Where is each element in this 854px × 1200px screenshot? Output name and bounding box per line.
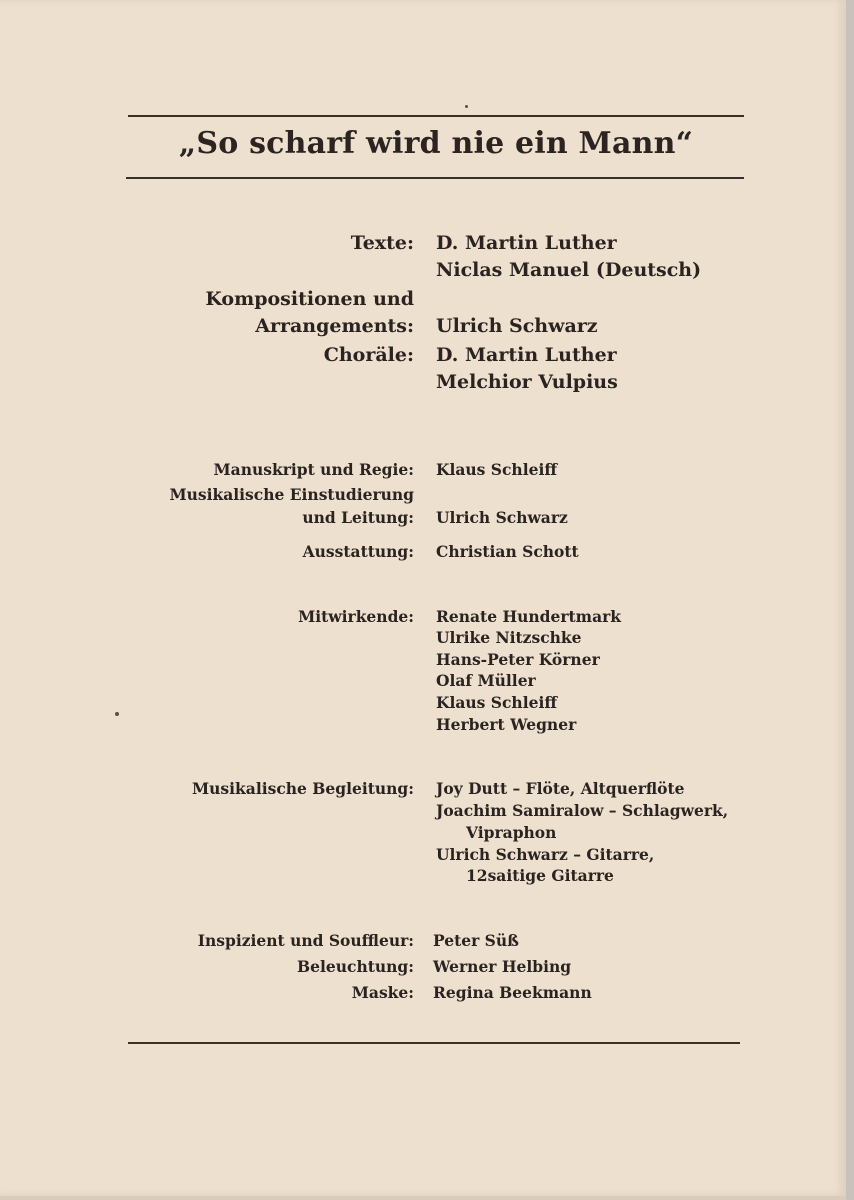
paper-speck (465, 105, 468, 108)
inspizient-value: Peter Süß (433, 931, 519, 950)
mitwirkende-item: Ulrike Nitzschke (436, 628, 582, 647)
begleitung-line: Vipraphon (466, 823, 557, 842)
beleuchtung-value: Werner Helbing (433, 957, 572, 976)
ausstattung-value: Christian Schott (436, 542, 579, 561)
mitwirkende-item: Klaus Schleiff (436, 693, 558, 712)
page-title: „So scharf wird nie ein Mann“ (178, 126, 694, 161)
mitwirkende-item: Renate Hundertmark (436, 607, 622, 626)
bottom-rule (128, 1042, 740, 1044)
kompositionen-value: Ulrich Schwarz (436, 315, 598, 337)
texte-value-1: D. Martin Luther (436, 232, 617, 254)
mitwirkende-item: Herbert Wegner (436, 715, 577, 734)
kompositionen-label-2: Arrangements: (255, 315, 414, 337)
mitwirkende-label: Mitwirkende: (298, 607, 414, 626)
paper-speck (115, 712, 119, 716)
mitwirkende-item: Hans-Peter Körner (436, 650, 600, 669)
manuskript-value: Klaus Schleiff (436, 460, 558, 479)
begleitung-line: Ulrich Schwarz – Gitarre, (436, 845, 655, 864)
texte-value-2: Niclas Manuel (Deutsch) (436, 259, 702, 281)
begleitung-label: Musikalische Begleitung: (192, 779, 414, 798)
maske-value: Regina Beekmann (433, 983, 592, 1002)
inspizient-label: Inspizient und Souffleur: (197, 931, 414, 950)
page-edge (846, 0, 854, 1200)
musik-label-2: und Leitung: (302, 508, 414, 527)
beleuchtung-label: Beleuchtung: (297, 957, 414, 976)
ausstattung-label: Ausstattung: (302, 542, 414, 561)
begleitung-line: Joy Dutt – Flöte, Altquerflöte (436, 779, 685, 798)
chorale-value-2: Melchior Vulpius (436, 371, 618, 393)
musik-label-1: Musikalische Einstudierung (169, 485, 414, 504)
begleitung-line: Joachim Samiralow – Schlagwerk, (436, 801, 729, 820)
title-top-rule (128, 115, 744, 117)
maske-label: Maske: (351, 983, 414, 1002)
texte-label: Texte: (350, 232, 414, 254)
chorale-label: Choräle: (323, 344, 414, 366)
begleitung-line: 12saitige Gitarre (466, 866, 614, 885)
chorale-value-1: D. Martin Luther (436, 344, 617, 366)
title-bottom-rule (126, 177, 744, 179)
mitwirkende-item: Olaf Müller (436, 671, 536, 690)
musik-value: Ulrich Schwarz (436, 508, 568, 527)
manuskript-label: Manuskript und Regie: (213, 460, 414, 479)
kompositionen-label-1: Kompositionen und (205, 288, 414, 310)
